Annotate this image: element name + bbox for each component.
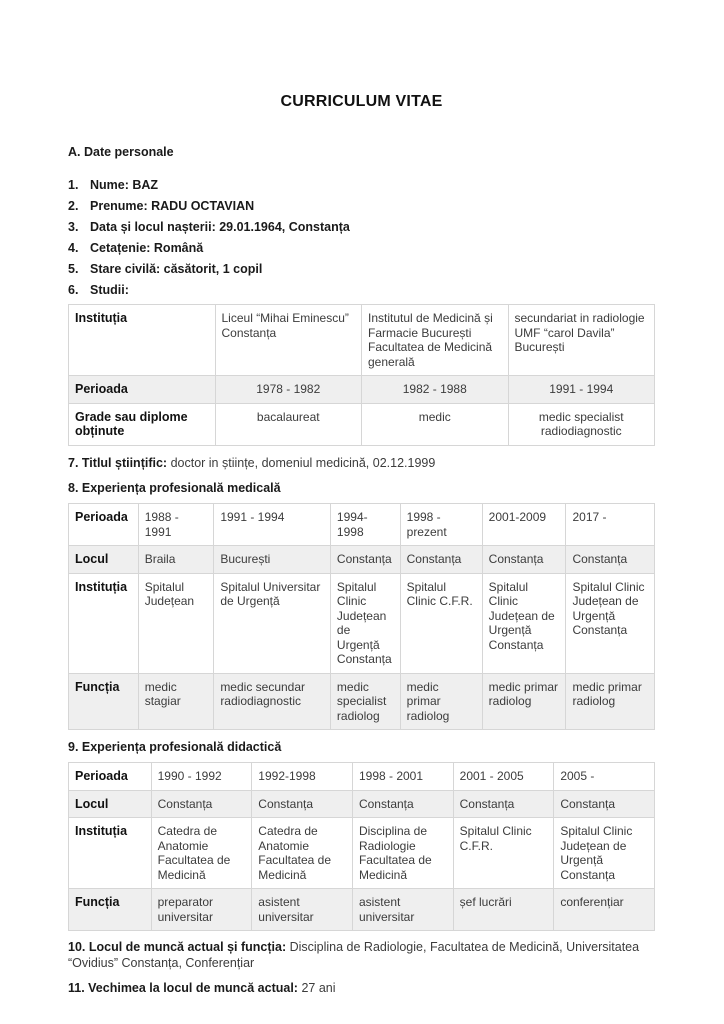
list-text: Cetațenie: Română xyxy=(90,241,204,255)
list-number: 5. xyxy=(68,262,79,276)
table-cell: Braila xyxy=(138,546,214,574)
row-header-cell: Funcția xyxy=(69,889,152,931)
personal-item-nume xyxy=(68,178,655,192)
list-number: 3. xyxy=(68,220,79,234)
table-cell: 1982 - 1988 xyxy=(362,376,509,404)
table-cell: 1992-1998 xyxy=(252,763,353,791)
table-cell: Spitalul Clinic Județean de Urgență Constanța xyxy=(330,573,400,673)
table-cell: Constanța xyxy=(453,790,554,818)
table-cell: Constanța xyxy=(352,790,453,818)
table-cell: medic specialist radiolog xyxy=(330,673,400,730)
item7-value: doctor in științe, domeniul medicină, 02.12.1999 xyxy=(167,455,436,470)
item10-label: 10. Locul de muncă actual și funcția: xyxy=(68,940,287,954)
table-cell: Catedra de Anatomie Facultatea de Medicină xyxy=(151,818,252,889)
table-cell: Institutul de Medicină și Farmacie București Facultatea de Medicină generală xyxy=(362,305,509,376)
row-header-cell: Instituția xyxy=(69,305,216,376)
table-cell: Constanța xyxy=(400,546,482,574)
personal-data-list xyxy=(68,178,655,297)
row-header-cell: Perioada xyxy=(69,376,216,404)
table-row-perioada xyxy=(69,376,655,404)
table-row-institutia xyxy=(69,573,655,673)
table-cell: Constanța xyxy=(482,546,566,574)
table-row-locul xyxy=(69,546,655,574)
table-cell: Spitalul Clinic Județean de Urgență Constanța xyxy=(566,573,655,673)
table-row-grade xyxy=(69,403,655,445)
list-number: 2. xyxy=(68,199,79,213)
table-row-perioada xyxy=(69,504,655,546)
table-cell: Spitalul Clinic Județean de Urgență Constanța xyxy=(554,818,655,889)
item7-titlu-stiintific xyxy=(68,456,655,472)
experienta-didactica-table xyxy=(68,762,655,931)
table-cell: secundariat in radiologie UMF “carol Davila” București xyxy=(508,305,655,376)
table-cell: 1990 - 1992 xyxy=(151,763,252,791)
table-cell: Liceul “Mihai Eminescu” Constanța xyxy=(215,305,362,376)
table-cell: medic primar radiolog xyxy=(566,673,655,730)
table-cell: Spitalul Clinic C.F.R. xyxy=(400,573,482,673)
table-cell: Disciplina de Radiologie Facultatea de Medicină xyxy=(352,818,453,889)
item11-label: 11. Vechimea la locul de muncă actual: xyxy=(68,981,298,995)
table-cell: Catedra de Anatomie Facultatea de Medicină xyxy=(252,818,353,889)
table-cell: 2001-2009 xyxy=(482,504,566,546)
item8-heading: 8. Experiența profesională medicală xyxy=(68,481,281,495)
table-cell: medic primar radiolog xyxy=(482,673,566,730)
table-cell: bacalaureat xyxy=(215,403,362,445)
table-cell: Spitalul Universitar de Urgență xyxy=(214,573,331,673)
item10-value: Disciplina de Radiologie, Facultatea de Medicină, Universitatea “Ovidius” Constanța, Conferențiar xyxy=(68,940,640,970)
table-cell: asistent universitar xyxy=(352,889,453,931)
table-row-institutia xyxy=(69,305,655,376)
table-cell: 2005 - xyxy=(554,763,655,791)
row-header-cell: Locul xyxy=(69,790,152,818)
table-cell: Constanța xyxy=(252,790,353,818)
table-cell: medic specialist radiodiagnostic xyxy=(508,403,655,445)
row-header-cell: Locul xyxy=(69,546,139,574)
table-row-functia xyxy=(69,673,655,730)
table-cell: medic stagiar xyxy=(138,673,214,730)
item11-vechime xyxy=(68,981,655,997)
list-number: 1. xyxy=(68,178,79,192)
page-title: CURRICULUM VITAE xyxy=(280,93,443,110)
table-cell: medic xyxy=(362,403,509,445)
table-cell: medic primar radiolog xyxy=(400,673,482,730)
item7-label: 7. Titlul științific: xyxy=(68,455,168,470)
table-row-functia xyxy=(69,889,655,931)
table-cell: Constanța xyxy=(554,790,655,818)
row-header-cell: Grade sau diplome obținute xyxy=(69,403,216,445)
table-cell: Constanța xyxy=(566,546,655,574)
row-header-cell: Perioada xyxy=(69,504,139,546)
table-cell: Spitalul Clinic C.F.R. xyxy=(453,818,554,889)
table-cell: 2017 - xyxy=(566,504,655,546)
table-cell: 1991 - 1994 xyxy=(508,376,655,404)
list-text: Studii: xyxy=(90,283,129,297)
table-cell: Spitalul Județean xyxy=(138,573,214,673)
personal-item-prenume xyxy=(68,199,655,213)
item9-heading: 9. Experiența profesională didactică xyxy=(68,740,282,754)
table-cell: medic secundar radiodiagnostic xyxy=(214,673,331,730)
table-cell: șef lucrări xyxy=(453,889,554,931)
section-a-heading: A. Date personale xyxy=(68,145,174,159)
table-cell: Constanța xyxy=(151,790,252,818)
table-cell: 1991 - 1994 xyxy=(214,504,331,546)
personal-item-cetatenie xyxy=(68,241,655,255)
list-text: Nume: BAZ xyxy=(90,178,159,192)
personal-item-studii xyxy=(68,283,655,297)
personal-item-stare-civila xyxy=(68,262,655,276)
table-cell: București xyxy=(214,546,331,574)
list-text: Stare civilă: căsătorit, 1 copil xyxy=(90,262,263,276)
list-text: Data și locul nașterii: 29.01.1964, Constanța xyxy=(90,220,350,234)
list-number: 6. xyxy=(68,283,79,297)
studii-table xyxy=(68,304,655,446)
row-header-cell: Instituția xyxy=(69,818,152,889)
item11-value: 27 ani xyxy=(297,981,336,995)
row-header-cell: Funcția xyxy=(69,673,139,730)
table-cell: 1978 - 1982 xyxy=(215,376,362,404)
experienta-medicala-table xyxy=(68,503,655,730)
row-header-cell: Instituția xyxy=(69,573,139,673)
table-row-perioada xyxy=(69,763,655,791)
table-cell: Spitalul Clinic Județean de Urgență Constanța xyxy=(482,573,566,673)
table-row-locul xyxy=(69,790,655,818)
table-cell: asistent universitar xyxy=(252,889,353,931)
list-number: 4. xyxy=(68,241,79,255)
row-header-cell: Perioada xyxy=(69,763,152,791)
table-cell: conferențiar xyxy=(554,889,655,931)
table-cell: 1998 - 2001 xyxy=(352,763,453,791)
table-cell: 1994-1998 xyxy=(330,504,400,546)
personal-item-nastere xyxy=(68,220,655,234)
table-cell: 2001 - 2005 xyxy=(453,763,554,791)
table-row-institutia xyxy=(69,818,655,889)
table-cell: preparator universitar xyxy=(151,889,252,931)
list-text: Prenume: RADU OCTAVIAN xyxy=(90,199,255,213)
table-cell: 1998 - prezent xyxy=(400,504,482,546)
table-cell: Constanța xyxy=(330,546,400,574)
item10-loc-munca xyxy=(68,940,655,971)
table-cell: 1988 - 1991 xyxy=(138,504,214,546)
